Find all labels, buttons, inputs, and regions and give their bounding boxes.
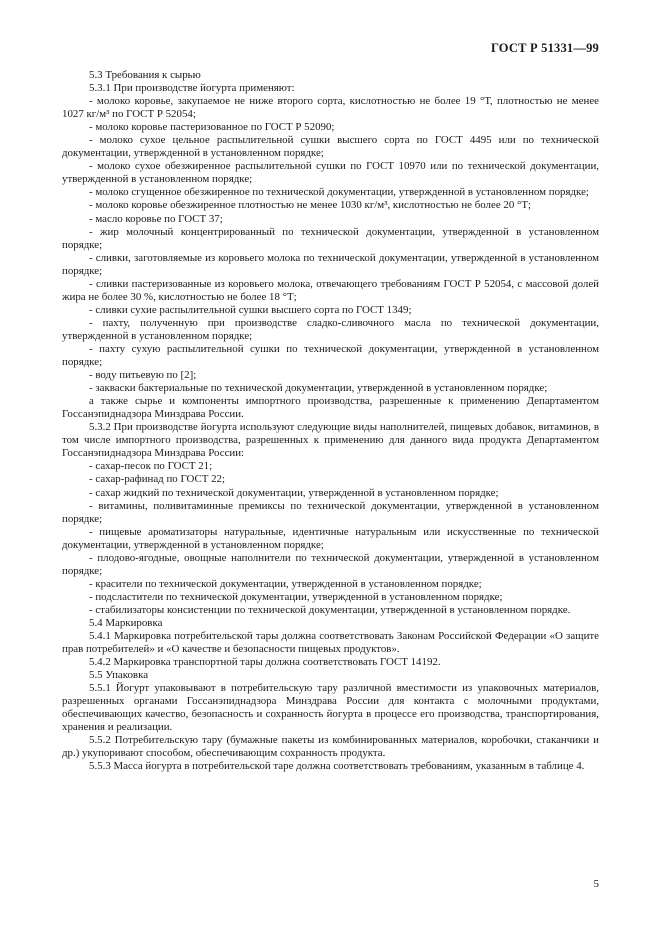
paragraph: - пахту, полученную при производстве сладко-сливочного масла по технической документации, утвержденной в установленном порядке;: [62, 316, 599, 342]
paragraph: - молоко коровье пастеризованное по ГОСТ Р 52090;: [89, 121, 335, 134]
paragraph: - пахту сухую распылительной сушки по технической документации, утвержденной в установленном порядке;: [62, 342, 599, 369]
paragraph: 5.5.2 Потребительскую тару (бумажные пакеты из комбинированных материалов, коробочки, стаканчики и др.) укупоривают способом, обеспечивающим сохранность продукта.: [62, 734, 599, 760]
paragraph: - молоко коровье, закупаемое не ниже второго сорта, кислотностью не более 19 °Т, плотностью не менее 1027 кг/м³ по ГОСТ Р 52054;: [62, 95, 599, 121]
paragraph: 5.4.2 Маркировка транспортной тары должна соответствовать ГОСТ 14192.: [89, 656, 441, 669]
paragraph: 5.5.1 Йогурт упаковывают в потребительскую тару различной вместимости из упаковочных материалов, разрешенных органами Госсанэпиднадзора Минздрава России для контакта с молочными продуктами, обеспечивающих качество, безопасность и сохранность йогурта в процессе его производства, транспортирования, хранения и реализации.: [62, 682, 599, 734]
paragraph: 5.4 Маркировка: [89, 616, 163, 629]
paragraph: - сахар жидкий по технической документации, утвержденной в установленном порядке;: [89, 486, 499, 499]
paragraph: - молоко сухое цельное распылительной сушки высшего сорта по ГОСТ 4495 или по технической документации, утвержденной в установленном порядке;: [62, 134, 599, 160]
paragraph: - закваски бактериальные по технической документации, утвержденной в установленном порядке;: [89, 382, 548, 395]
document-body: [62, 69, 599, 774]
paragraph: - сливки пастеризованные из коровьего молока, отвечающего требованиям ГОСТ Р 52054, с массовой долей жира не более 30 %, кислотностью не более 18 °Т;: [62, 277, 599, 303]
paragraph: - красители по технической документации, утвержденной в установленном порядке;: [89, 577, 482, 590]
paragraph: - подсластители по технической документации, утвержденной в установленном порядке;: [89, 590, 503, 603]
paragraph: - молоко сгущенное обезжиренное по технической документации, утвержденной в установленном порядке;: [89, 186, 589, 199]
page-number: 5: [593, 878, 599, 890]
paragraph: 5.5.3 Масса йогурта в потребительской таре должна соответствовать требованиям, указанным в таблице 4.: [89, 760, 585, 773]
document-header: ГОСТ Р 51331—99: [490, 41, 599, 55]
paragraph: - пищевые ароматизаторы натуральные, идентичные натуральным или искусственные по технической документации, утвержденной в установленном порядке;: [62, 525, 599, 551]
paragraph: - сахар-песок по ГОСТ 21;: [89, 460, 213, 473]
paragraph: - масло коровье по ГОСТ 37;: [89, 212, 223, 225]
paragraph: - молоко коровье обезжиренное плотностью не менее 1030 кг/м³, кислотностью не более 20 °Т;: [89, 199, 532, 212]
paragraph: - стабилизаторы консистенции по технической документации, утвержденной в установленном порядке.: [89, 603, 571, 616]
paragraph: 5.3.2 При производстве йогурта используют следующие виды наполнителей, пищевых добавок, витаминов, в том числе импортного производства, разрешенных к применению для данного вида продукта Департаментом Госсанэпиднадзора Минздрава России:: [62, 421, 599, 460]
paragraph: 5.3.1 При производстве йогурта применяют:: [89, 82, 295, 95]
paragraph: - сахар-рафинад по ГОСТ 22;: [89, 473, 226, 486]
paragraph: - плодово-ягодные, овощные наполнители по технической документации, утвержденной в установленном порядке;: [62, 551, 599, 577]
paragraph: 5.3 Требования к сырью: [89, 69, 201, 81]
paragraph: - сливки сухие распылительной сушки высшего сорта по ГОСТ 1349;: [89, 303, 412, 316]
paragraph: 5.4.1 Маркировка потребительской тары должна соответствовать Законам Российской Федерации «О защите прав потребителей» и «О качестве и безопасности пищевых продуктов».: [62, 630, 599, 656]
paragraph: - жир молочный концентрированный по технической документации, утвержденной в установленном порядке;: [62, 225, 599, 251]
paragraph: - витамины, поливитаминные премиксы по технической документации, утвержденной в установленном порядке;: [62, 499, 599, 525]
paragraph: 5.5 Упаковка: [89, 669, 149, 682]
paragraph: - молоко сухое обезжиренное распылительной сушки по ГОСТ 10970 или по технической документации, утвержденной в установленном порядке;: [62, 160, 599, 186]
paragraph: а также сырье и компоненты импортного производства, разрешенные к применению Департаментом Госсанэпиднадзора Минздрава России.: [62, 395, 599, 421]
paragraph: - сливки, заготовляемые из коровьего молока по технической документации, утвержденной в установленном порядке;: [62, 251, 599, 277]
paragraph: - воду питьевую по [2];: [89, 369, 197, 382]
